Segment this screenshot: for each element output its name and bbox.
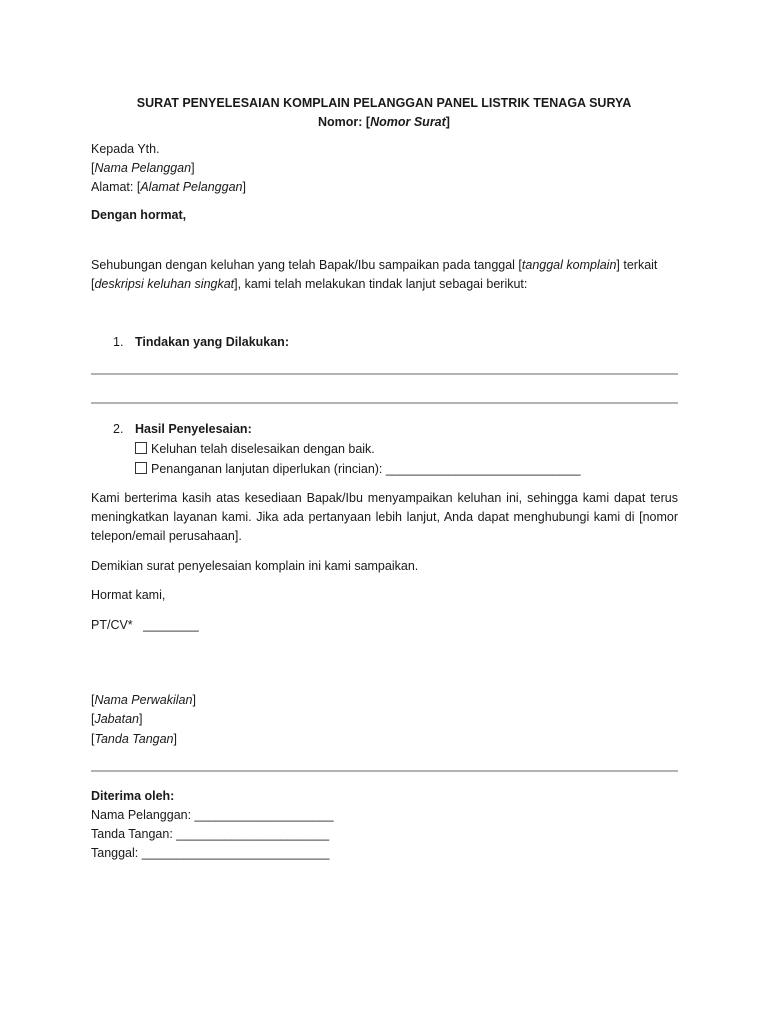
section-1-heading: 1. Tindakan yang Dilakukan: xyxy=(113,335,289,349)
answer-line-2 xyxy=(91,402,678,404)
document-number: Nomor: [Nomor Surat] xyxy=(318,115,450,129)
received-date: Tanggal: ___________________________ xyxy=(91,846,330,860)
recipient-to: Kepada Yth. xyxy=(91,142,160,156)
signature-position: [Jabatan] xyxy=(91,712,143,726)
received-sign: Tanda Tangan: ______________________ xyxy=(91,827,330,841)
recipient-address: Alamat: [Alamat Pelanggan] xyxy=(91,180,246,194)
recipient-name: [Nama Pelanggan] xyxy=(91,161,195,175)
received-label: Diterima oleh: xyxy=(91,789,175,803)
company-line: PT/CV* ________ xyxy=(91,618,199,632)
option-resolved[interactable]: Keluhan telah diselesaikan dengan baik. xyxy=(135,440,375,459)
answer-line-1 xyxy=(91,373,678,375)
signature-sign: [Tanda Tangan] xyxy=(91,732,177,746)
received-name: Nama Pelanggan: ____________________ xyxy=(91,808,334,822)
checkbox-icon[interactable] xyxy=(135,462,147,474)
section-divider xyxy=(91,770,678,772)
intro-line-1: Sehubungan dengan keluhan yang telah Bapak/Ibu sampaikan pada tanggal [tanggal komplain] terkait xyxy=(91,258,658,272)
thanks-paragraph: Kami berterima kasih atas kesediaan Bapak/Ibu menyampaikan keluhan ini, sehingga kami dapat terus meningkatkan layanan kami. Jika ada pertanyaan lebih lanjut, Anda dapat menghubungi kami di [nomor telepon/email perusahaan]. xyxy=(91,491,678,543)
closing-sentence: Demikian surat penyelesaian komplain ini kami sampaikan. xyxy=(91,559,419,573)
salutation: Dengan hormat, xyxy=(91,208,187,222)
signature-rep: [Nama Perwakilan] xyxy=(91,693,196,707)
document-title: SURAT PENYELESAIAN KOMPLAIN PELANGGAN PANEL LISTRIK TENAGA SURYA xyxy=(136,96,632,110)
intro-line-2: [deskripsi keluhan singkat], kami telah melakukan tindak lanjut sebagai berikut: xyxy=(91,277,528,291)
section-2-heading: 2. Hasil Penyelesaian: xyxy=(113,422,252,436)
checkbox-icon[interactable] xyxy=(135,442,147,454)
option-followup[interactable]: Penanganan lanjutan diperlukan (rincian): ____________________________ xyxy=(135,460,581,479)
regards: Hormat kami, xyxy=(91,588,166,602)
